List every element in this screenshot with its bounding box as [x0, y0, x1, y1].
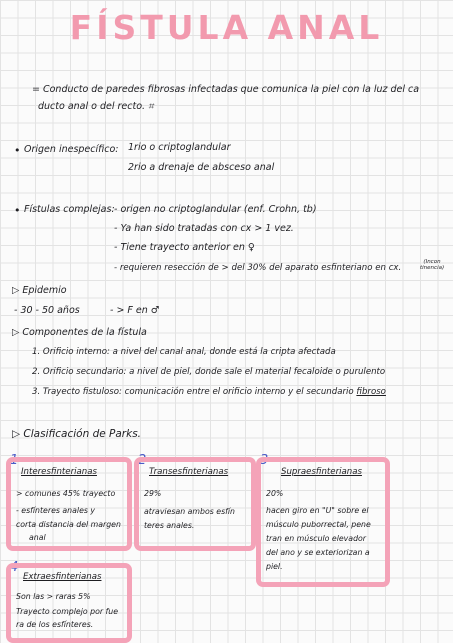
box-2-line-1: 29%	[144, 489, 162, 498]
definition-line-2: ducto anal o del recto. ⌗	[38, 101, 154, 112]
page-title: FÍSTULA ANAL	[69, 8, 384, 47]
box-3-line-6: piel.	[266, 562, 283, 571]
componentes-item-3-underlined: fibroso	[356, 387, 386, 397]
complejas-side-note: (Incon tinencia)	[420, 259, 445, 271]
origen-item-1: 1rio o criptoglandular	[128, 142, 231, 153]
complejas-item-2: - Ya han sido tratadas con cx > 1 vez.	[114, 223, 294, 234]
box-3-line-3: músculo puborrectal, pene	[266, 520, 371, 529]
epidemio-age: - 30 - 50 años	[14, 305, 80, 316]
origen-label: Origen inespecífico:	[24, 144, 119, 155]
clasificacion-label: ▷ Clasificación de Parks.	[12, 428, 142, 440]
box-3-line-4: tran en músculo elevador	[266, 534, 366, 543]
complejas-label: Fístulas complejas:	[24, 204, 115, 215]
epidemio-label: ▷ Epidemio	[12, 285, 67, 296]
box-3-line-2: hacen giro en "U" sobre el	[266, 506, 369, 515]
box-2-title: Transesfinterianas	[149, 467, 229, 477]
box-2-number: 2	[138, 453, 147, 468]
bullet-dot: •	[14, 204, 21, 217]
box-3-number: 3	[260, 453, 269, 468]
bullet-dot: •	[14, 144, 21, 157]
box-3-line-5: del ano y se exteriorizan a	[266, 548, 370, 557]
componentes-item-1: 1. Orificio interno: a nivel del canal anal, donde está la cripta afectada	[32, 347, 336, 357]
classification-box-interesfinterianas	[6, 457, 132, 551]
box-4-line-1: Son las > raras 5%	[16, 592, 91, 601]
classification-box-extraesfinterianas	[6, 563, 132, 643]
definition-line-1: = Conducto de paredes fibrosas infectadas que comunica la piel con la luz del ca	[32, 84, 420, 95]
componentes-item-3	[32, 387, 386, 397]
box-4-line-2: Trayecto complejo por fue	[16, 607, 119, 616]
box-3-line-1: 20%	[266, 489, 284, 498]
origen-item-2: 2rio a drenaje de absceso anal	[128, 162, 275, 173]
box-2-line-3: teres anales.	[144, 521, 195, 530]
box-1-title: Interesfinterianas	[21, 467, 97, 477]
box-4-number: 4	[10, 560, 19, 575]
componentes-label: ▷ Componentes de la fístula	[12, 327, 147, 338]
box-4-title: Extraesfinterianas	[23, 572, 102, 582]
box-1-line-2: - esfínteres anales y	[16, 506, 96, 515]
epidemio-sex: - > F en ♂	[110, 305, 160, 316]
componentes-item-3-text: 3. Trayecto fistuloso: comunicación entre el orificio interno y el secundario	[32, 387, 354, 397]
box-1-line-4: anal	[29, 533, 46, 542]
complejas-item-1: - origen no criptoglandular (enf. Crohn, tb)	[114, 204, 317, 215]
box-2-line-2: atraviesan ambos esfín	[144, 507, 236, 516]
box-3-title: Supraesfinterianas	[281, 467, 362, 477]
classification-box-supraesfinterianas	[256, 457, 390, 587]
complejas-item-4: - requieren resección de > del 30% del aparato esfinteriano en cx.	[114, 263, 402, 273]
box-1-number: 1	[10, 453, 19, 468]
box-1-line-1: > comunes 45% trayecto	[16, 489, 116, 498]
box-4-line-3: ra de los esfínteres.	[16, 620, 94, 629]
classification-box-transesfinterianas	[134, 457, 256, 551]
componentes-item-2: 2. Orificio secundario: a nivel de piel, donde sale el material fecaloide o purulento	[32, 367, 386, 377]
box-1-line-3: corta distancia del margen	[16, 520, 121, 529]
complejas-item-3: - Tiene trayecto anterior en ♀	[114, 242, 255, 253]
